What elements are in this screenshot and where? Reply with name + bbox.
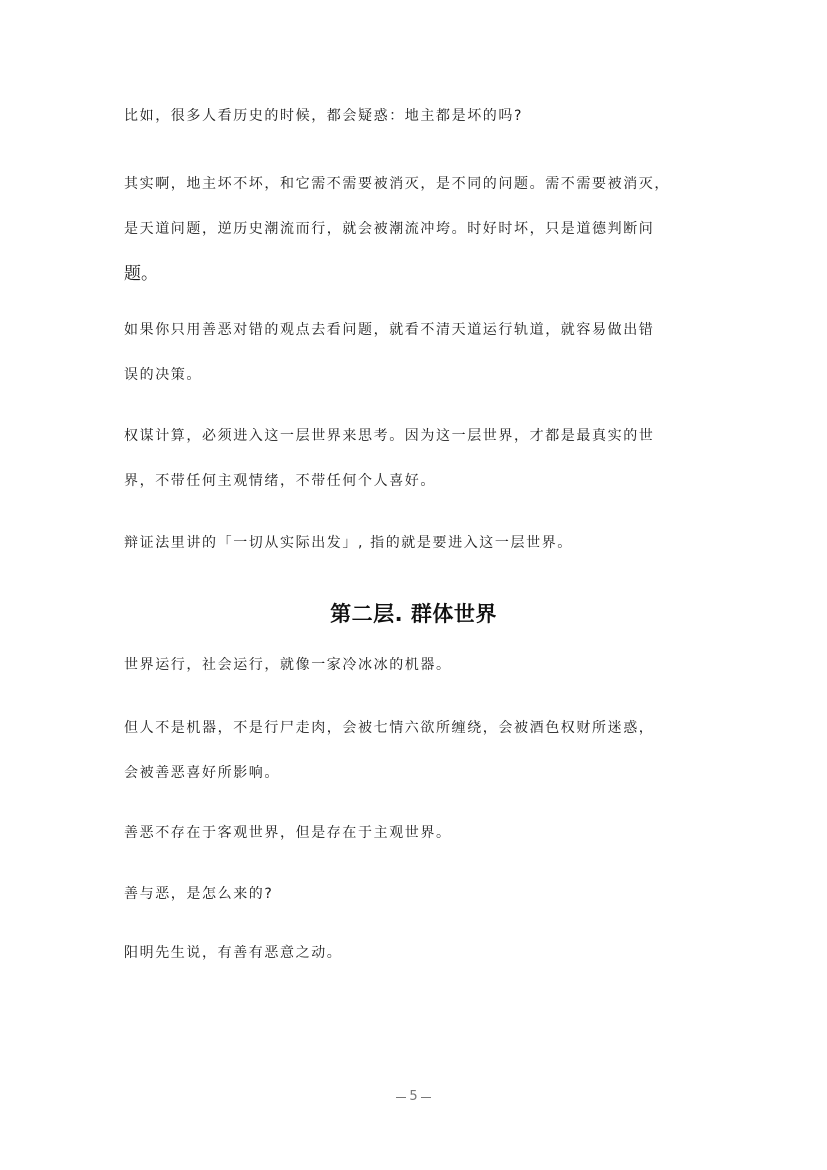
text-line: 权谋计算，必须进入这一层世界来思考。因为这一层世界，才都是最真实的世 xyxy=(124,428,655,444)
text-line: 是天道问题，逆历史潮流而行，就会被潮流冲垮。时好时坏，只是道德判断问 xyxy=(124,221,655,237)
page-number-value: 5 xyxy=(406,1089,420,1104)
text-line: 误的决策。 xyxy=(124,367,202,383)
text-line: 但人不是机器，不是行尸走肉，会被七情六欲所缠绕，会被酒色权财所迷惑， xyxy=(124,720,655,736)
text-line: 比如，很多人看历史的时候，都会疑惑：地主都是坏的吗? xyxy=(124,108,524,124)
text-line: 世界运行，社会运行，就像一家冷冰冰的机器。 xyxy=(124,657,452,673)
text-line: 题。 xyxy=(124,264,158,284)
text-line: 辩证法里讲的「一切从实际出发」, 指的就是要进入这一层世界。 xyxy=(124,535,573,551)
paragraph-dialectics xyxy=(124,535,724,551)
paragraph-world-machine xyxy=(124,657,724,673)
paragraph-origin-question xyxy=(124,886,724,902)
text-line: 会被善恶喜好所影响。 xyxy=(124,765,280,781)
section-heading: 第二层. 群体世界 xyxy=(330,602,497,626)
paragraph-subjective-world xyxy=(124,825,724,841)
text-line: 善恶不存在于客观世界，但是存在于主观世界。 xyxy=(124,825,452,841)
paragraph-good-evil-view xyxy=(124,322,724,383)
text-line: 如果你只用善恶对错的观点去看问题，就看不清天道运行轨道，就容易做出错 xyxy=(124,322,655,338)
text-line: 界，不带任何主观情绪，不带任何个人喜好。 xyxy=(124,473,436,489)
text-line: 其实啊，地主坏不坏，和它需不需要被消灭，是不同的问题。需不需要被消灭， xyxy=(124,176,670,192)
paragraph-human-nature xyxy=(124,720,724,781)
paragraph-power-calculation xyxy=(124,428,724,489)
paragraph-history-question xyxy=(124,108,724,124)
paragraph-yangming-quote xyxy=(124,945,724,961)
text-line: 善与恶，是怎么来的? xyxy=(124,886,274,902)
text-line: 阳明先生说，有善有恶意之动。 xyxy=(124,945,343,961)
paragraph-landlord-explanation xyxy=(124,176,724,282)
page-number xyxy=(0,1089,827,1104)
